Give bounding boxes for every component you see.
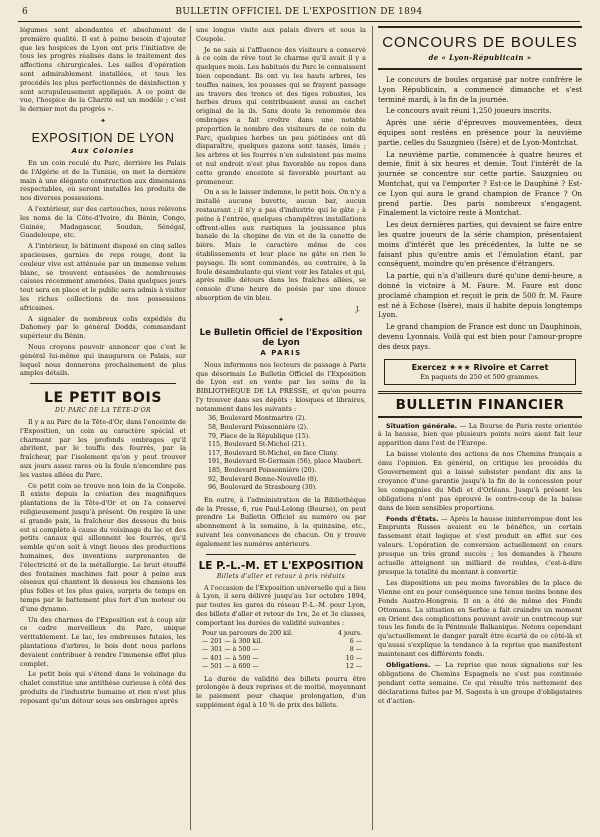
paragraph-text: Les dispositions un peu moins favorables de la place de Vienne ont eu pour conséquence une tenue moins bonne des Fonds Austro-Hongrois. Il en a été de même des Fonds Ottomans. La situation en Serbie a fait craindre un moment en Orient des complications pouvant avoir un contrecoup sur tous les fonds de la Péninsule Balkanique. Notons cependant qu'actuellement le danger paraît être écarté de ce côté-là et qu'aussi s'explique la tendance à la reprise que manifestent maintenant ces différents fonds. <box>378 578 582 659</box>
expo-paragraph: A l'extérieur, sur des cartouches, nous relevons les noms de la Côte-d'Ivoire, du Bénin, Congo, Guinée, Madagascar, Soudan, Sénégal, Guadeloupe, etc. <box>20 204 186 240</box>
concours-paragraph: La partie, qui n'a d'ailleurs duré qu'une demi-heure, a donné la victoire à M. Faure. M. Faure est donc proclamé champion et reçoit le prix de 500 fr. M. Faure est né à Echose (Isère), mais il habite depuis longtemps Lyon. <box>378 272 582 320</box>
table-row <box>202 646 362 654</box>
bois-continued-paragraph: une longue visite aux palais divers et sous la Coupole. <box>196 26 366 43</box>
concours-paragraph: Après une série d'épreuves mouvementées, deux équipes sont restées en présence pour la neuvième partie, celles du Sauzgnieu (Isère) et de Lyon-Montchat. <box>378 119 582 147</box>
advertisement-detail: En paquets de 250 et 500 grammes. <box>420 372 540 381</box>
expo-subheading: Aux Colonies <box>71 146 135 155</box>
paragraph-text: La baisse violente des actions de nos Chemins français a ému l'opinion. En général, on critique les procédés du Gouvernement qui a laissé subsister pendant dix ans la croyance d'une garantie jusqu'à la fin de la concession pour les compagnies du Midi et d'Orléans. Jusqu'à présent les obligations n'ont pas éprouvé le contre-coup de la baisse dans de bien sensibles proportions. <box>378 450 582 512</box>
expo-paragraph: A l'intérieur, le bâtiment disposé en cinq salles spacieuses, garnies de reps rouge, dont la couleur vive est atténuée par un immense velum blanc, se trouvent entassées de nombreuses caisses récemment amenées. Dans quelques jours tout sera en place et le public sera admis à visiter les riches collections de nos possessions africaines. <box>20 242 186 312</box>
financier-paragraph <box>378 422 582 449</box>
list-item: 96, Boulevard de Strasbourg (30). <box>208 484 318 492</box>
concours-paragraph: Le grand champion de France est donc un Dauphinois, devenu Lyonnais. Voilà qui est bien pour l'amour-propre des deux pays. <box>378 323 582 351</box>
concours-header-box <box>378 26 582 70</box>
financier-heading: BULLETIN FINANCIER <box>395 396 565 413</box>
financier-header-box <box>378 391 582 418</box>
bulletin-paris-subheading: A PARIS <box>260 348 302 357</box>
paragraph-text: — La reprise que nous signalions sur les obligations de Chemins Espagnols ne s'est pas continuée pendant cette semaine. Ce qui résulte très nettement des déclarations faites par M. Sagesta à un groupe d'obligataires et d'action- <box>378 661 582 705</box>
fare-distance: — 401 — à 500 — <box>202 654 259 662</box>
kiosk-list <box>208 415 366 492</box>
bois-paragraph: Il y a au Parc de la Tête-d'Or, dans l'enceinte de l'Exposition, un coin au caractère spécial et charmant par les profonds ombrages qu'il abritent, par le touffu des fourrés, par la fraîcheur, par l'isolement qu'on y peut trouver aux jours assez rares où la foule n'encombre pas les vastes allées du Parc. <box>20 418 186 479</box>
table-row <box>202 663 362 671</box>
column-1 <box>20 26 186 830</box>
fare-distance: — 501 — à 600 — <box>202 663 259 671</box>
column-divider-1 <box>190 26 191 830</box>
bois-continued-paragraph: Je ne sais si l'affluence des visiteurs a conservé à ce coin de rêve tout le charme qu'il avait il y a quelques mois. Les habitués du Parc le connaissent bien cependant. Ils ont vu les hauts arbres, les touffes naines, les pousses qui se frayent passage au travers des troncs et des tiges robustes, les herbes drues qui contribuaient aussi au cachet original de la ils. Sans doute la renommée des ombrages a fait croître dans une notable proportion le nombre des visiteurs de ce coin du Parc, quelques herbes un peu piétinées ont dû disparaître, quelques gazons sont tassés, limés ; les arbres et les fourrés n'en subsistent pas moins et nul endroit n'est plus favorable au repos dans cette grande enceinte si favorable pourtant au promeneur. <box>196 45 366 186</box>
page-running-title: BULLETIN OFFICIEL DE L'EXPOSITION DE 1894 <box>175 7 423 17</box>
paragraph-lead: Obligations. <box>386 661 431 670</box>
list-item: 36, Boulevard Montmartre (2). <box>208 415 307 423</box>
bulletin-paris-heading: Le Bulletin Officiel de l'Exposition de Lyon <box>199 327 363 348</box>
table-row <box>202 655 362 663</box>
column-3 <box>378 26 582 830</box>
fare-validity: 12 — <box>345 663 362 671</box>
financier-paragraph <box>378 515 582 577</box>
ornament-divider: ✦ <box>100 116 106 125</box>
concours-paragraph: Le concours avait réuni 1,250 joueurs inscrits. <box>386 107 552 116</box>
plm-subheading: Billets d'aller et retour à prix réduits <box>216 572 346 580</box>
plm-intro: A l'occasion de l'Exposition universelle qui a lieu à Lyon, il sera délivré jusqu'au 1er octobre 1894, par toutes les gares du réseau P.-L.-M. pour Lyon, des billets d'aller et retour de 1re, 2e et 3e classes, comportant les durées de validité suivantes : <box>196 583 366 627</box>
paragraph-text: — Après la hausse ininterrompue dont les Emprunts Russes avaient eu le bénéfice, un certain fassement était logique et s'est produit en effet sur ces valeurs. L'opération de conversion actuellement en cours presque un très grand succès ; les demandes à l'heure actuelle atteignent un milliard de roubles, c'est-à-dire presque la totalité du montant à convertir. <box>378 514 582 577</box>
list-item: 58, Boulevard Poissonnière (2). <box>208 424 309 432</box>
fare-distance: — 201 — à 300 kil. <box>202 638 263 645</box>
list-item: 79, Place de la République (15). <box>208 432 311 440</box>
article-signature: J. <box>355 304 360 313</box>
list-item: 191, Boulevard St-Germain (56), place Maubert. <box>208 458 363 466</box>
concours-heading: CONCOURS DE BOULES <box>382 34 578 51</box>
table-row <box>202 630 362 638</box>
expo-paragraph: Nous croyons pouvoir annoncer que c'est le général lui-même qui inaugurera ce Palais, sur lequel nous donnerons prochainement de plus amples détails. <box>20 342 186 378</box>
concours-paragraph: Les deux dernières parties, qui devaient se faire entre les quatre joueurs de la série champion, présentaient moins d'intérêt que les précédentes, la lutte ne se faisant plus qu'entre amis et l'émulation étant, par conséquent, moindre qu'en présence d'étrangers. <box>378 221 582 269</box>
bois-paragraph: Le petit bois qui s'étend dans le voisinage du chalet constitue une antithèse curieuse à côté des produits de l'industrie humaine et rien n'est plus reposant qu'un détour sous ses ombrages après <box>20 670 186 705</box>
paragraph-text: — La Bourse de Paris reste orientée à la hausse, bien que plusieurs points noirs aient fait leur apparition dans l'est de l'Europe. <box>378 421 582 448</box>
section-rule <box>30 383 176 384</box>
fare-validity: 6 — <box>349 638 362 645</box>
fare-distance: — 301 — à 500 — <box>202 646 259 654</box>
bois-paragraph: Un des charmes de l'Exposition est à coup sûr ce cadre merveilleux du Parc, unique véritablement. Le lac, les ombreuses futaies, les plantations d'arbres, le bois dont nous parlons devaient contribuer à rendre l'immense effet plus complet. <box>20 615 186 668</box>
financier-body <box>378 422 582 706</box>
list-item: 185, Boulevard Poissonnière (20). <box>208 467 317 475</box>
plm-outro: La durée de validité des billets pourra être prolongée à deux reprises et de moitié, moyennant le paiement pour chaque prolongation, d'un supplément égal à 10 % de prix des billets. <box>196 674 366 710</box>
paragraph-lead: Fonds d'États. <box>386 514 439 523</box>
bulletin-paris-outro: En outre, à l'administration de la Bibliothèque de la Presse, 6, rue Paul-Lelong (Bourse), on peut prendre Le Bulletin Officiel au numéro ou par abonnement à la semaine, à la quinzaine, etc., suivant les convenances de chacun. On y trouve également les numéros antérieurs. <box>196 495 366 548</box>
plm-heading: LE P.-L.-M. ET L'EXPOSITION <box>198 559 364 572</box>
concours-paragraph: La neuvième partie, commencée à quatre heures et demie, finit à six heures et demie. Tout l'intérêt de la journée se concentre sur cette partie. Sauzgnieu ou Montchat, qui va l'emporter ? Est-ce le Dauphiné ? Est-ce Lyon qui aura le grand champion de France ? On prend partie. Des paris nombreux s'engagent. Finalement la victoire reste à Montchat. <box>378 150 582 218</box>
fare-validity: 8 — <box>349 646 362 654</box>
expo-paragraph: A signaler de nombreux colis expédiés du Dahomey par le général Dodds, commandant supérieur du Bénin. <box>20 314 186 341</box>
hospital-paragraph: légumes sont abondantes et absolument de première qualité. Il est à peine besoin d'ajouter que les hospices de Lyon ont pris l'initiative de tous les progrès réalisés dans le traitement des affections chirurgicales. Les salles d'opération sont admirablement installées, et tous les procédés les plus perfectionnés de désinfection y sont scrupuleusement appliqués. A ce point de vue, l'hospice de la Charité est un modèle ; c'est le dernier mot du progrès ». <box>20 26 186 114</box>
bois-heading: LE PETIT BOIS <box>43 390 163 407</box>
advertisement-box <box>384 359 576 385</box>
fare-validity: 4 jours. <box>337 629 362 637</box>
advertisement-brand: Exercez ★★★ Rivoire et Carret <box>411 362 549 372</box>
list-item: 92, Boulevard Bonne-Nouvelle (8). <box>208 475 319 483</box>
fare-table <box>202 630 362 672</box>
page-header <box>18 6 580 22</box>
header-rule <box>18 21 580 22</box>
fare-distance: Pour un parcours de 200 kil. <box>202 629 293 637</box>
list-item: 115, Boulevard St-Michel (21). <box>208 441 307 449</box>
ornament-divider: ✦ <box>278 315 284 324</box>
expo-paragraph: En un coin reculé du Parc, derrière les Palais de l'Algérie et de la Tunisie, on met la dernière main à une élégante construction aux dimensions respectables, où seront installés les produits de nos diverses possessions. <box>20 158 186 203</box>
fare-validity: 10 — <box>345 654 362 662</box>
bois-paragraph: Ce petit coin se trouve non loin de la Conpole. Il existe depuis la création des magnifiques plantations de la Tête-d'Or et on l'a conservé religieusement jusqu'à présent. On respire là une si grande paix, la fraîcheur des dessous du bois est si complète à cause du voisinage du lac et des petits canaux qui sillonnent les fourrés, qu'il semble qu'on soit à vingt lieues des productions humaines, des inventions surprenantes de l'électricité et de la métallurgie. Le bruit étouffé des fontaines machines fait pour à peine aux oiseaux qui chantent là dessous les chansons les plus folles et les plus gaies, surpris de temps en temps par le battement plus fort d'un moteur ou d'une dynamo. <box>20 481 186 613</box>
financier-paragraph <box>378 450 582 512</box>
bulletin-paris-intro: Nous informons nos lecteurs de passage à Paris que désormais Le Bulletin Officiel de l'Exposition de Lyon est en vente par les soins de la BIBLIOTHÈQUE DE LA PRESSE, et qu'on pourra l'y trouver dans ses dépôts : kiosques et libraires, notamment dans les suivants : <box>196 360 366 413</box>
concours-paragraph: Le concours de boules organisé par notre confrère le Lyon Républicain, a commencé dimanche et s'est terminé mardi, à la fin de la journée. <box>378 76 582 104</box>
paragraph-lead: Situation générale. <box>386 421 458 430</box>
section-rule <box>206 554 356 555</box>
table-row <box>202 638 362 646</box>
column-divider-2 <box>372 26 373 830</box>
financier-paragraph <box>378 661 582 706</box>
column-2 <box>196 26 366 830</box>
bois-continued-paragraph: On a su le laisser indemne, le petit bois. On n'y a installé aucune buvette, aucun bar, aucun restaurant ; il n'y a pas d'industrie qui le gâte ; à peine à l'entrée, quelques champêtres installations offrent-elles aux rustiques la jouissance plus banale de la chopine de vin et de la canette de bière. Mais le caractère même de ces établissements et leur place ne gâte en rien le paysage. Ils sont commandés, au contraire, à la foule désambulante qui vient voir les fatales et qui, après mille détours dans les fraîches allées, se console d'une heure de poésie par une douce absorption de vin bleu. <box>196 188 366 302</box>
expo-heading: EXPOSITION DE LYON <box>31 130 175 145</box>
page-number: 6 <box>22 7 28 17</box>
bois-subheading: DU PARC DE LA TÊTE-D'OR <box>55 407 151 415</box>
financier-paragraph <box>378 579 582 659</box>
list-item: 117, Boulevard St-Michel, en face Cluny. <box>208 449 339 457</box>
concours-subheading: de « Lyon-Républicain » <box>428 53 532 62</box>
